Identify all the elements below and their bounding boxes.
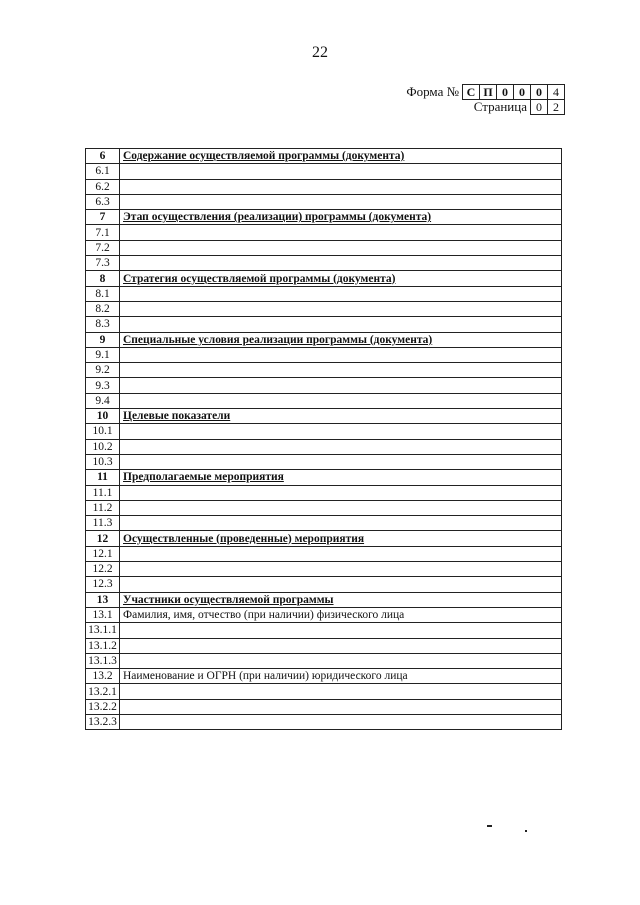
row-number: 13 xyxy=(86,592,120,607)
row-title: Целевые показатели xyxy=(120,409,562,424)
row-field[interactable] xyxy=(120,485,562,500)
row-field[interactable] xyxy=(120,378,562,393)
row-number: 13.2.3 xyxy=(86,714,120,729)
section-row xyxy=(86,592,562,607)
row-number: 7.2 xyxy=(86,240,120,255)
row-number: 7.1 xyxy=(86,225,120,240)
table-row xyxy=(86,424,562,439)
row-number: 11.3 xyxy=(86,516,120,531)
form-number-label: Форма № xyxy=(406,84,459,99)
row-number: 11.2 xyxy=(86,500,120,515)
table-row xyxy=(86,347,562,362)
form-code-box: 4 xyxy=(547,84,565,100)
table-row xyxy=(86,378,562,393)
row-number: 12 xyxy=(86,531,120,546)
section-row xyxy=(86,470,562,485)
row-number: 13.1.3 xyxy=(86,653,120,668)
row-number: 10.1 xyxy=(86,424,120,439)
row-title: Наименование и ОГРН (при наличии) юридического лица xyxy=(120,669,562,684)
section-row xyxy=(86,409,562,424)
row-field[interactable] xyxy=(120,424,562,439)
table-row xyxy=(86,653,562,668)
table-row xyxy=(86,623,562,638)
row-number: 6.1 xyxy=(86,164,120,179)
table-row xyxy=(86,179,562,194)
row-number: 8 xyxy=(86,271,120,286)
row-number: 8.1 xyxy=(86,286,120,301)
form-code-boxes xyxy=(463,84,565,100)
row-field[interactable] xyxy=(120,638,562,653)
row-field[interactable] xyxy=(120,454,562,469)
row-field[interactable] xyxy=(120,317,562,332)
section-row xyxy=(86,149,562,164)
section-row xyxy=(86,210,562,225)
page-box: 0 xyxy=(530,99,548,115)
page-number: 22 xyxy=(312,44,328,61)
row-field[interactable] xyxy=(120,714,562,729)
subsection-row xyxy=(86,669,562,684)
row-number: 8.2 xyxy=(86,301,120,316)
row-field[interactable] xyxy=(120,225,562,240)
row-number: 13.2 xyxy=(86,669,120,684)
row-number: 6.3 xyxy=(86,194,120,209)
table-row xyxy=(86,500,562,515)
table-row xyxy=(86,516,562,531)
row-number: 10.2 xyxy=(86,439,120,454)
table-row xyxy=(86,194,562,209)
row-title: Стратегия осуществляемой программы (документа) xyxy=(120,271,562,286)
row-field[interactable] xyxy=(120,439,562,454)
row-field[interactable] xyxy=(120,301,562,316)
row-title: Осуществленные (проведенные) мероприятия xyxy=(120,531,562,546)
row-number: 10.3 xyxy=(86,454,120,469)
scan-mark xyxy=(487,825,492,827)
row-field[interactable] xyxy=(120,164,562,179)
table-row xyxy=(86,638,562,653)
row-field[interactable] xyxy=(120,699,562,714)
table-row xyxy=(86,439,562,454)
row-field[interactable] xyxy=(120,500,562,515)
row-field[interactable] xyxy=(120,179,562,194)
section-row xyxy=(86,531,562,546)
row-number: 11.1 xyxy=(86,485,120,500)
table-row xyxy=(86,301,562,316)
row-number: 8.3 xyxy=(86,317,120,332)
row-field[interactable] xyxy=(120,623,562,638)
row-field[interactable] xyxy=(120,256,562,271)
form-code-box: 0 xyxy=(513,84,531,100)
row-number: 12.2 xyxy=(86,562,120,577)
row-number: 12.1 xyxy=(86,546,120,561)
table-row xyxy=(86,286,562,301)
row-number: 9 xyxy=(86,332,120,347)
row-title: Содержание осуществляемой программы (документа) xyxy=(120,149,562,164)
row-field[interactable] xyxy=(120,684,562,699)
row-field[interactable] xyxy=(120,240,562,255)
row-number: 9.2 xyxy=(86,363,120,378)
table-row xyxy=(86,164,562,179)
table-row xyxy=(86,240,562,255)
row-number: 7 xyxy=(86,210,120,225)
form-number-line xyxy=(406,84,565,100)
table-row xyxy=(86,256,562,271)
row-number: 13.2.1 xyxy=(86,684,120,699)
form-code-box: 0 xyxy=(530,84,548,100)
row-number: 11 xyxy=(86,470,120,485)
scan-mark xyxy=(525,830,527,832)
table-row xyxy=(86,546,562,561)
row-field[interactable] xyxy=(120,653,562,668)
row-number: 13.1.1 xyxy=(86,623,120,638)
row-number: 10 xyxy=(86,409,120,424)
page-indicator-line xyxy=(474,99,565,115)
form-code-box: С xyxy=(462,84,480,100)
table-row xyxy=(86,317,562,332)
table-row xyxy=(86,454,562,469)
table-row xyxy=(86,225,562,240)
table-row xyxy=(86,393,562,408)
row-title: Этап осуществления (реализации) программы (документа) xyxy=(120,210,562,225)
row-field[interactable] xyxy=(120,577,562,592)
row-number: 13.1 xyxy=(86,607,120,622)
subsection-row xyxy=(86,607,562,622)
table-row xyxy=(86,699,562,714)
row-field[interactable] xyxy=(120,363,562,378)
row-number: 6 xyxy=(86,149,120,164)
row-field[interactable] xyxy=(120,286,562,301)
row-number: 13.1.2 xyxy=(86,638,120,653)
row-field[interactable] xyxy=(120,562,562,577)
section-row xyxy=(86,332,562,347)
form-table xyxy=(85,148,562,730)
row-number: 9.3 xyxy=(86,378,120,393)
row-title: Фамилия, имя, отчество (при наличии) физического лица xyxy=(120,607,562,622)
row-number: 7.3 xyxy=(86,256,120,271)
row-number: 9.1 xyxy=(86,347,120,362)
form-code-box: П xyxy=(479,84,497,100)
section-row xyxy=(86,271,562,286)
table-row xyxy=(86,577,562,592)
page-box: 2 xyxy=(547,99,565,115)
row-number: 12.3 xyxy=(86,577,120,592)
row-title: Участники осуществляемой программы xyxy=(120,592,562,607)
row-field[interactable] xyxy=(120,347,562,362)
page-boxes xyxy=(531,99,565,115)
row-number: 6.2 xyxy=(86,179,120,194)
table-row xyxy=(86,684,562,699)
row-title: Специальные условия реализации программы (документа) xyxy=(120,332,562,347)
row-title: Предполагаемые мероприятия xyxy=(120,470,562,485)
table-row xyxy=(86,485,562,500)
row-field[interactable] xyxy=(120,393,562,408)
form-code-box: 0 xyxy=(496,84,514,100)
row-field[interactable] xyxy=(120,546,562,561)
row-number: 13.2.2 xyxy=(86,699,120,714)
row-field[interactable] xyxy=(120,516,562,531)
page-indicator-label: Страница xyxy=(473,99,527,114)
table-row xyxy=(86,363,562,378)
table-row xyxy=(86,714,562,729)
table-row xyxy=(86,562,562,577)
row-field[interactable] xyxy=(120,194,562,209)
row-number: 9.4 xyxy=(86,393,120,408)
